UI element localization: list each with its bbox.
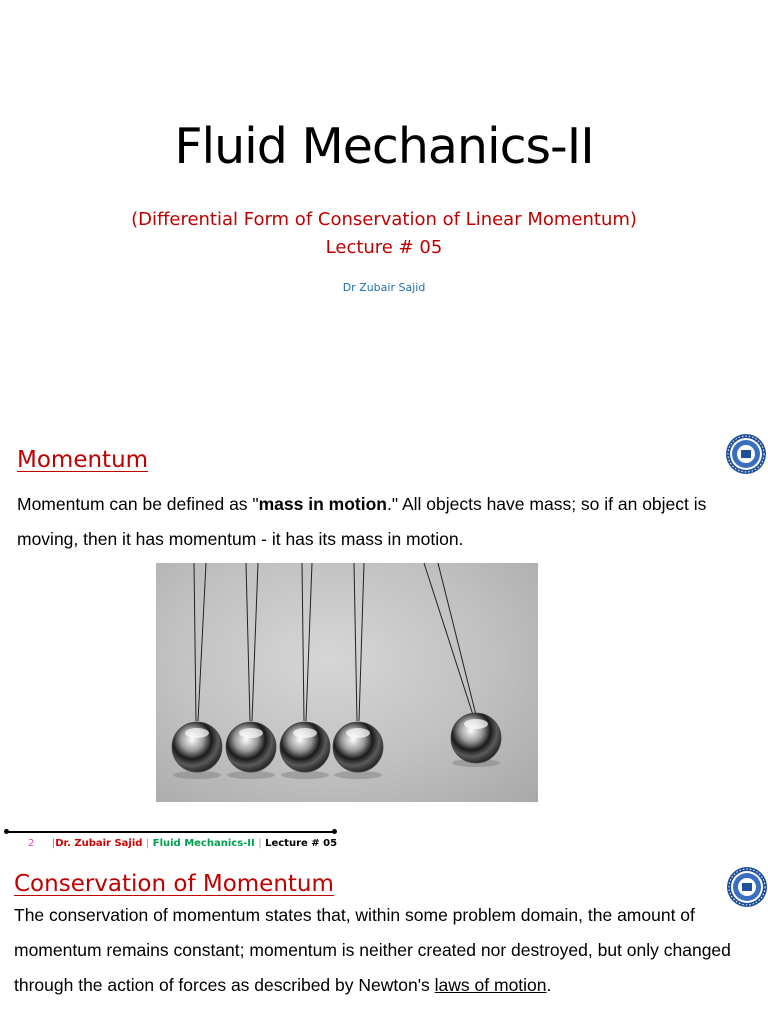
conservation-paragraph <box>14 898 754 1003</box>
para-pre: The conservation of momentum states that, within some problem domain, the amount of momentum remains constant; momentum is neither created nor destroyed, but only changed through the action of forces as described by Newton's <box>14 905 731 995</box>
slide-footer <box>28 838 337 849</box>
footer-divider-end <box>332 829 337 834</box>
laws-of-motion-link[interactable]: laws of motion <box>434 975 547 995</box>
conservation-heading: Conservation of Momentum <box>14 871 334 897</box>
momentum-paragraph <box>17 487 717 557</box>
footer-divider <box>6 831 336 833</box>
footer-page-number: 2 <box>28 838 35 849</box>
footer-lecture: Lecture # 05 <box>265 838 338 849</box>
para-post: ." All objects have mass; so if an object is moving, then it has momentum - it has its mass in motion. <box>17 494 707 549</box>
newtons-cradle-drawing <box>156 563 538 802</box>
footer-separator: | <box>258 838 262 849</box>
university-logo-icon <box>725 433 767 475</box>
subtitle-line-1: (Differential Form of Conservation of Linear Momentum) <box>131 209 637 230</box>
momentum-heading: Momentum <box>17 447 149 473</box>
footer-separator: | <box>145 838 150 849</box>
footer-course: Fluid Mechanics-II <box>152 838 255 849</box>
newtons-cradle-photo <box>156 563 538 802</box>
subtitle-line-2: Lecture # 05 <box>325 237 443 258</box>
footer-author: Dr. Zubair Sajid <box>55 838 143 849</box>
author-name: Dr Zubair Sajid <box>342 281 426 294</box>
footer-divider-start <box>4 829 9 834</box>
slide-title: Fluid Mechanics-II <box>174 118 594 175</box>
para-post: . <box>546 975 552 995</box>
para-bold: mass in motion <box>258 494 387 514</box>
para-pre: Momentum can be defined as " <box>17 494 259 514</box>
slide-subtitle <box>0 206 768 262</box>
footer-separator: | <box>51 838 56 849</box>
